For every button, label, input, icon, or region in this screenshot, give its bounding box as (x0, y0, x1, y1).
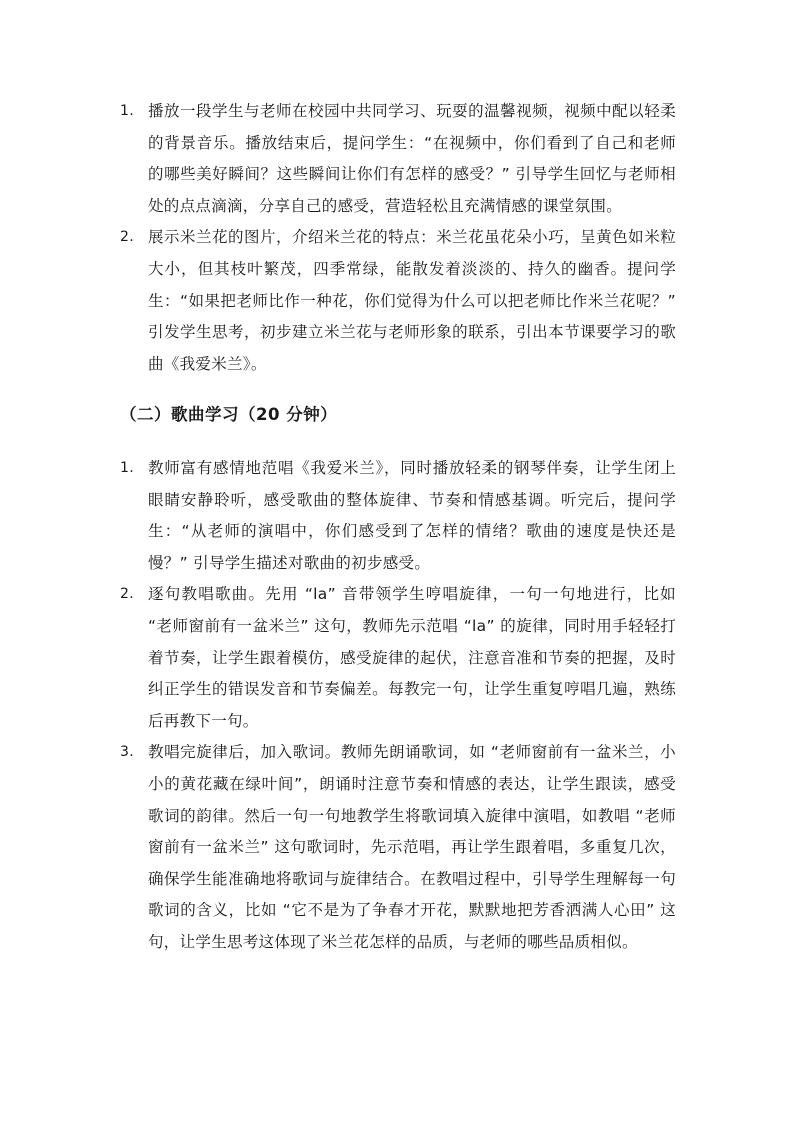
list-item-text: 教唱完旋律后，加入歌词。教师先朗诵歌词，如 “老师窗前有一盆米兰，小小的黄花藏在绿叶间”，朗诵时注意节奏和情感的表达，让学生跟读，感受歌词的韵律。然后一句一句地教学生将歌词填入旋律中演唱，如教唱 “老师窗前有一盆米兰” 这句歌词时，先示范唱，再让学生跟着唱，多重复几次，确保学生能准确地将歌词与旋律结合。在教唱过程中，引导学生理解每一句歌词的含义，比如 “它不是为了争春才开花，默默地把芳香洒满人心田” 这句，让学生思考这体现了米兰花怎样的品质，与老师的哪些品质相似。 (148, 743, 676, 951)
list-item-text: 展示米兰花的图片，介绍米兰花的特点：米兰花虽花朵小巧，呈黄色如米粒大小，但其枝叶繁茂，四季常绿，能散发着淡淡的、持久的幽香。提问学生：“如果把老师比作一种花，你们觉得为什么可以把老师比作米兰花呢？” 引发学生思考，初步建立米兰花与老师形象的联系，引出本节课要学习的歌曲《我爱米兰》。 (148, 228, 676, 373)
list-item-number: 1. (120, 460, 134, 476)
list-item-text: 教师富有感情地范唱《我爱米兰》，同时播放轻柔的钢琴伴奏，让学生闭上眼睛安静聆听，感受歌曲的整体旋律、节奏和情感基调。听完后，提问学生：“从老师的演唱中，你们感受到了怎样的情绪？歌曲的速度是快还是慢？” 引导学生描述对歌曲的初步感受。 (148, 459, 676, 572)
list-item (0, 96, 676, 222)
list-item (0, 737, 676, 958)
list-item-number: 2. (120, 586, 134, 603)
list-item (0, 579, 676, 737)
list-item-number: 1. (120, 103, 134, 119)
song-learning-list (0, 453, 794, 959)
list-item (0, 222, 676, 380)
intro-activity-list (0, 96, 794, 380)
section-heading: （二）歌曲学习（20 分钟） (120, 405, 338, 424)
list-item (0, 453, 676, 579)
list-item-text: 逐句教唱歌曲。先用 “la” 音带领学生哼唱旋律，一句一句地进行，比如 “老师窗前有一盆米兰” 这句，教师先示范唱 “la” 的旋律，同时用手轻轻打着节奏，让学生跟着模仿，感受旋律的起伏，注意音准和节奏的把握，及时纠正学生的错误发音和节奏偏差。每教完一句，让学生重复哼唱几遍，熟练后再教下一句。 (148, 585, 676, 730)
list-item-number: 2. (120, 229, 134, 246)
list-item-text: 播放一段学生与老师在校园中共同学习、玩耍的温馨视频，视频中配以轻柔的背景音乐。播放结束后，提问学生：“在视频中，你们看到了自己和老师的哪些美好瞬间？这些瞬间让你们有怎样的感受？” 引导学生回忆与老师相处的点点滴滴，分享自己的感受，营造轻松且充满情感的课堂氛围。 (148, 102, 676, 215)
list-item-number: 3. (120, 744, 134, 761)
